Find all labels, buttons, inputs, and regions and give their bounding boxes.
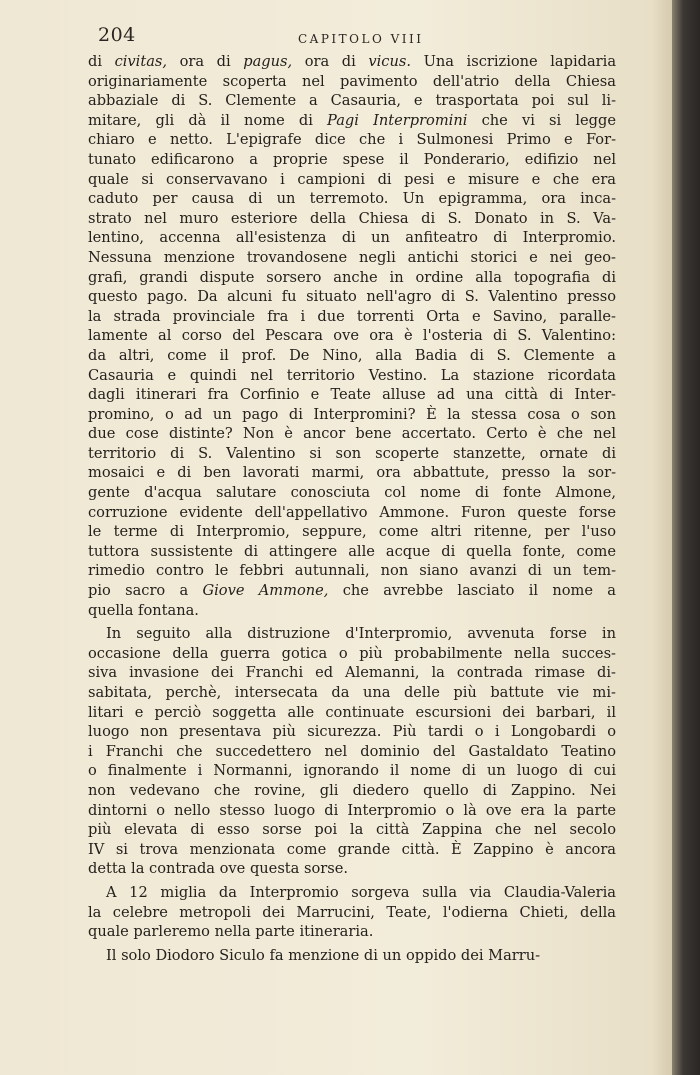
text-line: siva invasione dei Franchi ed Alemanni, la contrada rimase di- <box>88 664 616 682</box>
text-line: o finalmente i Normanni, ignorando il nome di un luogo di cui <box>88 762 616 780</box>
text-line: tunato edificarono a proprie spese il Ponderario, edifizio nel <box>88 150 616 168</box>
text-line: corruzione evidente dell'appellativo Ammone. Furon queste forse <box>88 503 616 521</box>
text-line: caduto per causa di un terremoto. Un epigramma, ora inca- <box>88 190 616 208</box>
text-line: territorio di S. Valentino si son scoperte stanzette, ornate di <box>88 444 616 462</box>
text-line: pio sacro a Giove Ammone, che avrebbe lasciato il nome a <box>88 582 616 600</box>
text-line: le terme di Interpromio, seppure, come altri ritenne, per l'uso <box>88 523 616 541</box>
text-line: chiaro e netto. L'epigrafe dice che i Sulmonesi Primo e For- <box>88 131 616 149</box>
text-line: quale parleremo nella parte itineraria. <box>88 923 374 941</box>
paragraph <box>88 52 616 620</box>
text-line: litari e perciò soggetta alle continuate escursioni dei barbari, il <box>88 703 616 721</box>
text-line: mosaici e di ben lavorati marmi, ora abbattute, presso la sor- <box>88 464 616 482</box>
text-line: occasione della guerra gotica o più probabilmente nella succes- <box>88 644 616 662</box>
book-gutter <box>672 0 700 1075</box>
text-line: non vedevano che rovine, gli diedero quello di Zappino. Nei <box>88 781 616 799</box>
running-head: CAPITOLO VIII <box>298 32 424 46</box>
text-line: detta la contrada ove questa sorse. <box>88 860 349 878</box>
text-line: abbaziale di S. Clemente a Casauria, e trasportata poi sul li- <box>88 92 616 110</box>
page-header <box>98 24 618 50</box>
text-line: quale si conservavano i campioni di pesi e misure e che era <box>88 170 616 188</box>
text-line: A 12 miglia da Interpromio sorgeva sulla via Claudia-Valeria <box>106 883 616 901</box>
text-line: gente d'acqua salutare conosciuta col nome di fonte Almone, <box>88 484 616 502</box>
text-line: originariamente scoperta nel pavimento dell'atrio della Chiesa <box>88 72 616 90</box>
text-line: strato nel muro esteriore della Chiesa di S. Donato in S. Va- <box>88 209 616 227</box>
paragraph <box>88 946 616 966</box>
text-line: dagli itinerari fra Corfinio e Teate alluse ad una città di Inter- <box>88 386 616 404</box>
text-line: la celebre metropoli dei Marrucini, Teate, l'odierna Chieti, della <box>88 903 616 921</box>
text-line: più elevata di esso sorse poi la città Zappina che nel secolo <box>88 821 616 839</box>
text-line: i Franchi che succedettero nel dominio del Gastaldato Teatino <box>88 742 616 760</box>
text-line: lentino, accenna all'esistenza di un anfiteatro di Interpromio. <box>88 229 616 247</box>
text-line: dintorni o nello stesso luogo di Interpromio o là ove era la parte <box>88 801 616 819</box>
text-line: tuttora sussistente di attingere alle acque di quella fonte, come <box>88 542 616 560</box>
paragraph <box>88 883 616 942</box>
text-line: IV si trova menzionata come grande città. È Zappino è ancora <box>88 840 616 858</box>
text-line: luogo non presentava più sicurezza. Più tardi o i Longobardi o <box>88 723 616 741</box>
text-line: due cose distinte? Non è ancor bene accertato. Certo è che nel <box>88 425 616 443</box>
text-line: sabitata, perchè, intersecata da una delle più battute vie mi- <box>88 684 616 701</box>
paragraph <box>88 624 616 879</box>
text-line: promino, o ad un pago di Interpromini? È la stessa cosa o son <box>88 405 616 423</box>
text-line: Il solo Diodoro Siculo fa menzione di un oppido dei Marru- <box>106 946 541 964</box>
text-line: mitare, gli dà il nome di Pagi Interpromini che vi si legge <box>88 111 616 129</box>
text-line: da altri, come il prof. De Nino, alla Badia di S. Clemente a <box>88 346 616 364</box>
page-number: 204 <box>98 24 136 46</box>
text-line: Casauria e quindi nel territorio Vestino. La stazione ricordata <box>88 366 616 384</box>
text-line: quella fontana. <box>88 601 199 619</box>
text-line: questo pago. Da alcuni fu situato nell'agro di S. Valentino presso <box>88 288 616 306</box>
text-line: la strada provinciale fra i due torrenti Orta e Savino, paralle- <box>88 307 616 325</box>
text-line: lamente al corso del Pescara ove ora è l'osteria di S. Valentino: <box>88 327 616 345</box>
body-text <box>88 52 616 965</box>
text-line: grafi, grandi dispute sorsero anche in ordine alla topografia di <box>88 268 616 286</box>
text-line: rimedio contro le febbri autunnali, non siano avanzi di un tem- <box>88 562 616 580</box>
text-line: di civitas, ora di pagus, ora di vicus. Una iscrizione lapidaria <box>88 53 616 70</box>
text-line: Nessuna menzione trovandosene negli antichi storici e nei geo- <box>88 248 616 266</box>
text-line: In seguito alla distruzione d'Interpromio, avvenuta forse in <box>106 625 616 643</box>
